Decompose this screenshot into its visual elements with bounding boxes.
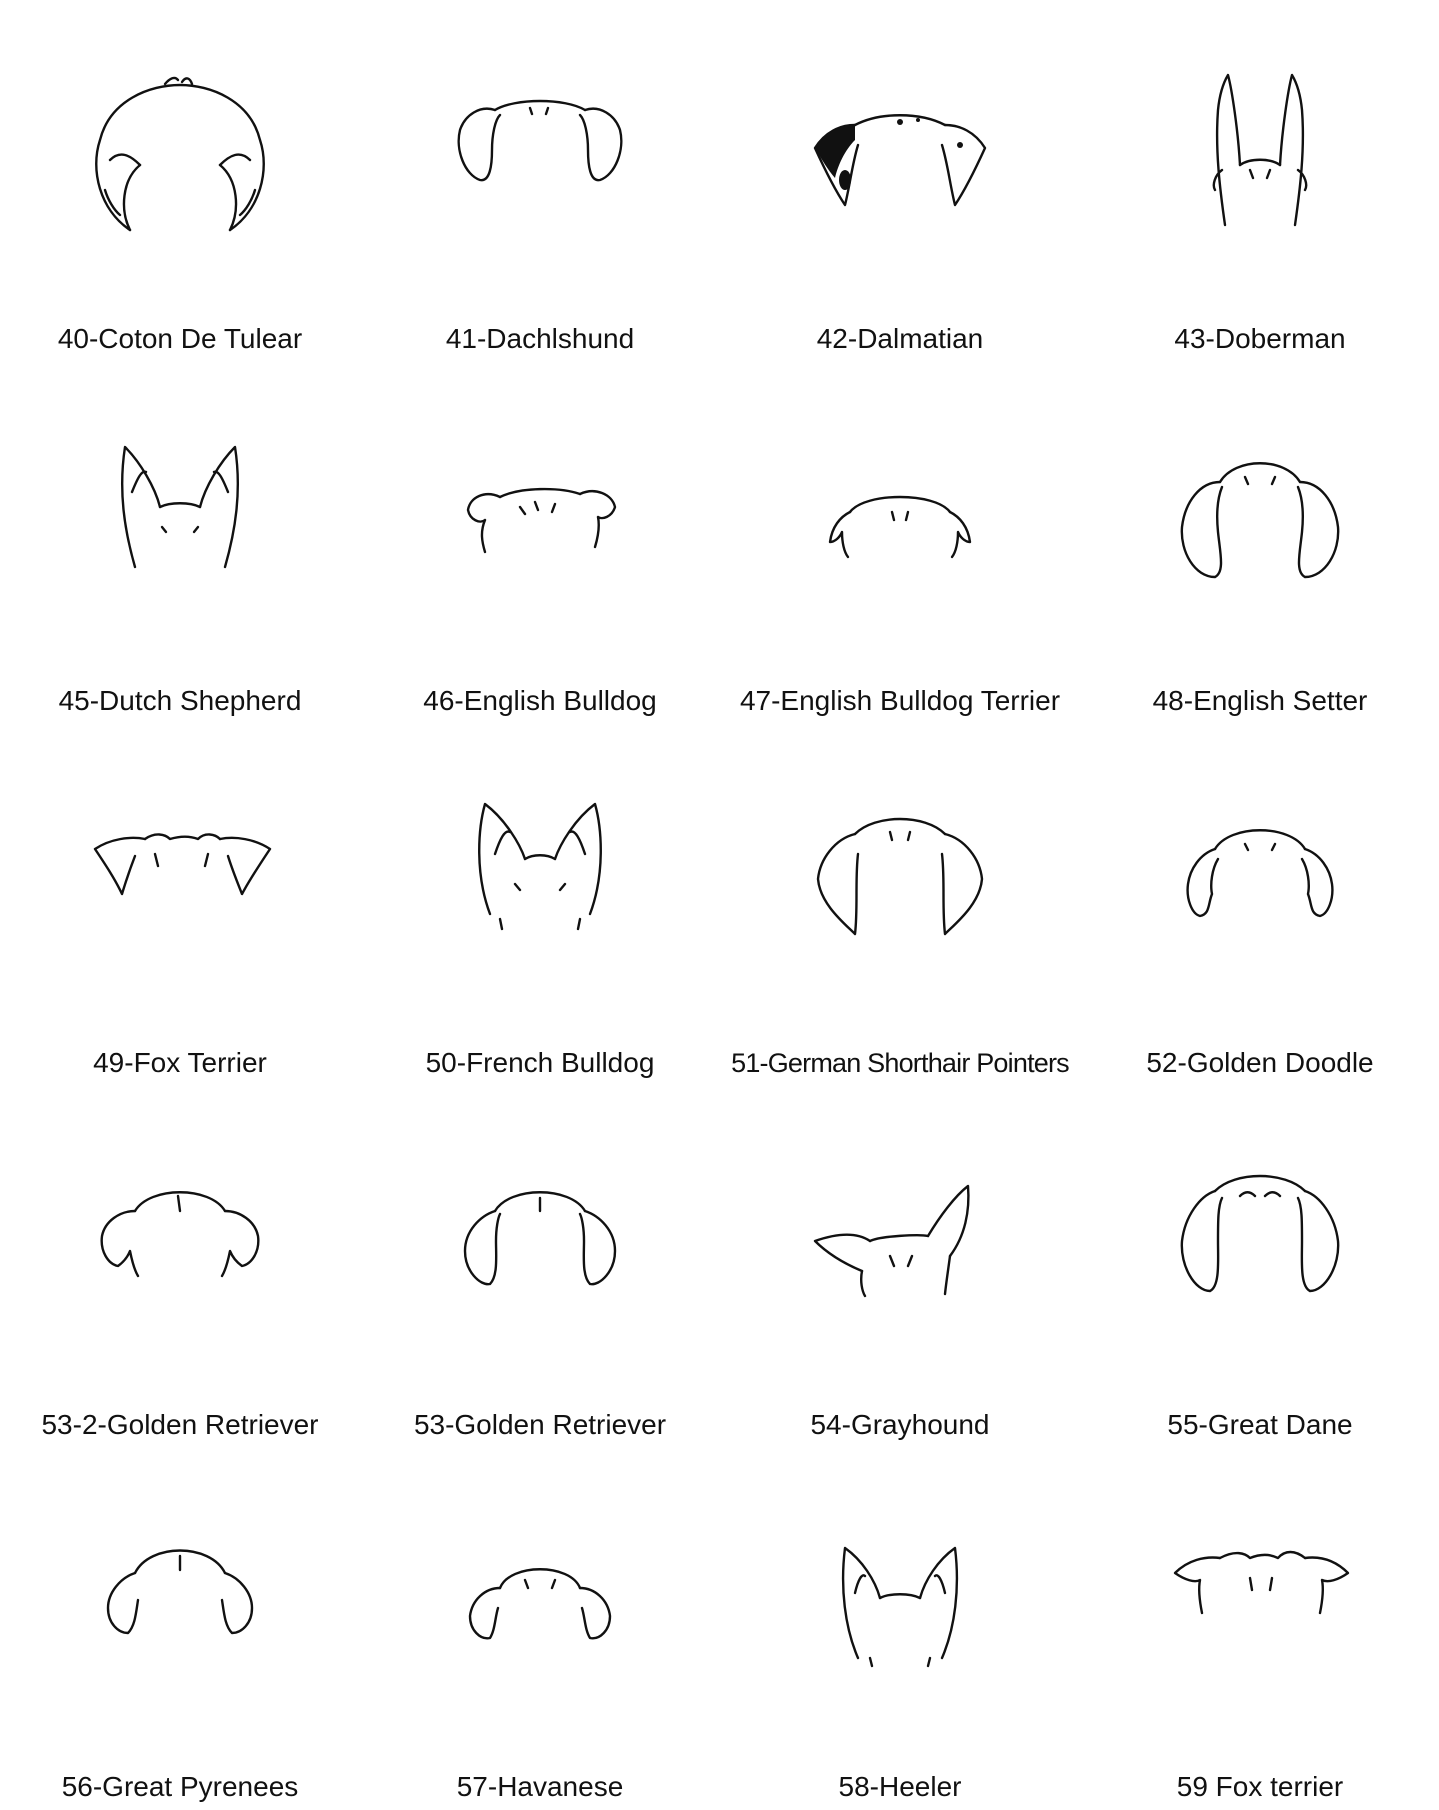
breed-label: 53-Golden Retriever	[413, 1409, 667, 1440]
breed-label: 57-Havanese	[456, 1771, 624, 1802]
breed-cell	[0, 1086, 360, 1448]
coton-de-tulear-ears-icon	[80, 70, 280, 250]
fox-terrier-ears-icon	[80, 794, 280, 974]
dutch-shepherd-ears-icon	[80, 432, 280, 612]
golden-retriever-ears-icon	[440, 1156, 640, 1336]
english-setter-ears-icon	[1160, 432, 1360, 612]
english-bulldog-ears-icon	[440, 432, 640, 612]
breed-label: 50-French Bulldog	[425, 1047, 655, 1078]
heeler-ears-icon	[800, 1518, 1000, 1698]
breed-label: 56-Great Pyrenees	[61, 1771, 299, 1802]
breed-cell	[0, 362, 360, 724]
breed-label: 58-Heeler	[838, 1771, 962, 1802]
golden-doodle-ears-icon	[1160, 794, 1360, 974]
german-shorthair-pointer-ears-icon	[800, 794, 1000, 974]
breed-cell	[720, 0, 1080, 362]
breed-label: 41-Dachlshund	[445, 323, 635, 354]
havanese-ears-icon	[440, 1518, 640, 1698]
breed-cell	[1080, 724, 1439, 1086]
breed-cell	[360, 1448, 720, 1810]
doberman-ears-icon	[1160, 70, 1360, 250]
great-dane-ears-icon	[1160, 1156, 1360, 1336]
breed-cell	[720, 1086, 1080, 1448]
breed-cell	[1080, 1448, 1439, 1810]
breed-cell	[1080, 0, 1439, 362]
breed-cell	[0, 1448, 360, 1810]
breed-label: 43-Doberman	[1174, 323, 1346, 354]
breed-label: 46-English Bulldog	[423, 685, 657, 716]
breed-label: 52-Golden Doodle	[1146, 1047, 1374, 1078]
breed-cell	[720, 362, 1080, 724]
great-pyrenees-ears-icon	[80, 1518, 280, 1698]
breed-label: 55-Great Dane	[1167, 1409, 1353, 1440]
french-bulldog-ears-icon	[440, 794, 640, 974]
breed-label: 54-Grayhound	[810, 1409, 990, 1440]
breed-label: 40-Coton De Tulear	[57, 323, 303, 354]
breed-label: 51-German Shorthair Pointers	[731, 1048, 1069, 1078]
breed-cell	[1080, 362, 1439, 724]
breed-label: 49-Fox Terrier	[93, 1047, 267, 1078]
breed-cell	[1080, 1086, 1439, 1448]
breed-label: 45-Dutch Shepherd	[58, 685, 302, 716]
greyhound-ears-icon	[800, 1156, 1000, 1336]
breed-label: 42-Dalmatian	[816, 323, 984, 354]
breed-label: 53-2-Golden Retriever	[41, 1409, 319, 1440]
english-bulldog-terrier-ears-icon	[800, 432, 1000, 612]
breed-cell	[360, 362, 720, 724]
breed-cell	[720, 724, 1080, 1086]
breed-label: 48-English Setter	[1152, 685, 1368, 716]
breed-cell	[0, 0, 360, 362]
dachshund-ears-icon	[440, 70, 640, 250]
breed-cell	[360, 0, 720, 362]
breed-cell	[720, 1448, 1080, 1810]
golden-retriever-2-ears-icon	[80, 1156, 280, 1336]
dalmatian-ears-icon	[800, 70, 1000, 250]
breed-cell	[360, 724, 720, 1086]
fox-terrier-2-ears-icon	[1160, 1518, 1360, 1698]
breed-label: 47-English Bulldog Terrier	[739, 685, 1061, 716]
breed-label: 59 Fox terrier	[1176, 1771, 1344, 1802]
breed-cell	[360, 1086, 720, 1448]
breed-cell	[0, 724, 360, 1086]
